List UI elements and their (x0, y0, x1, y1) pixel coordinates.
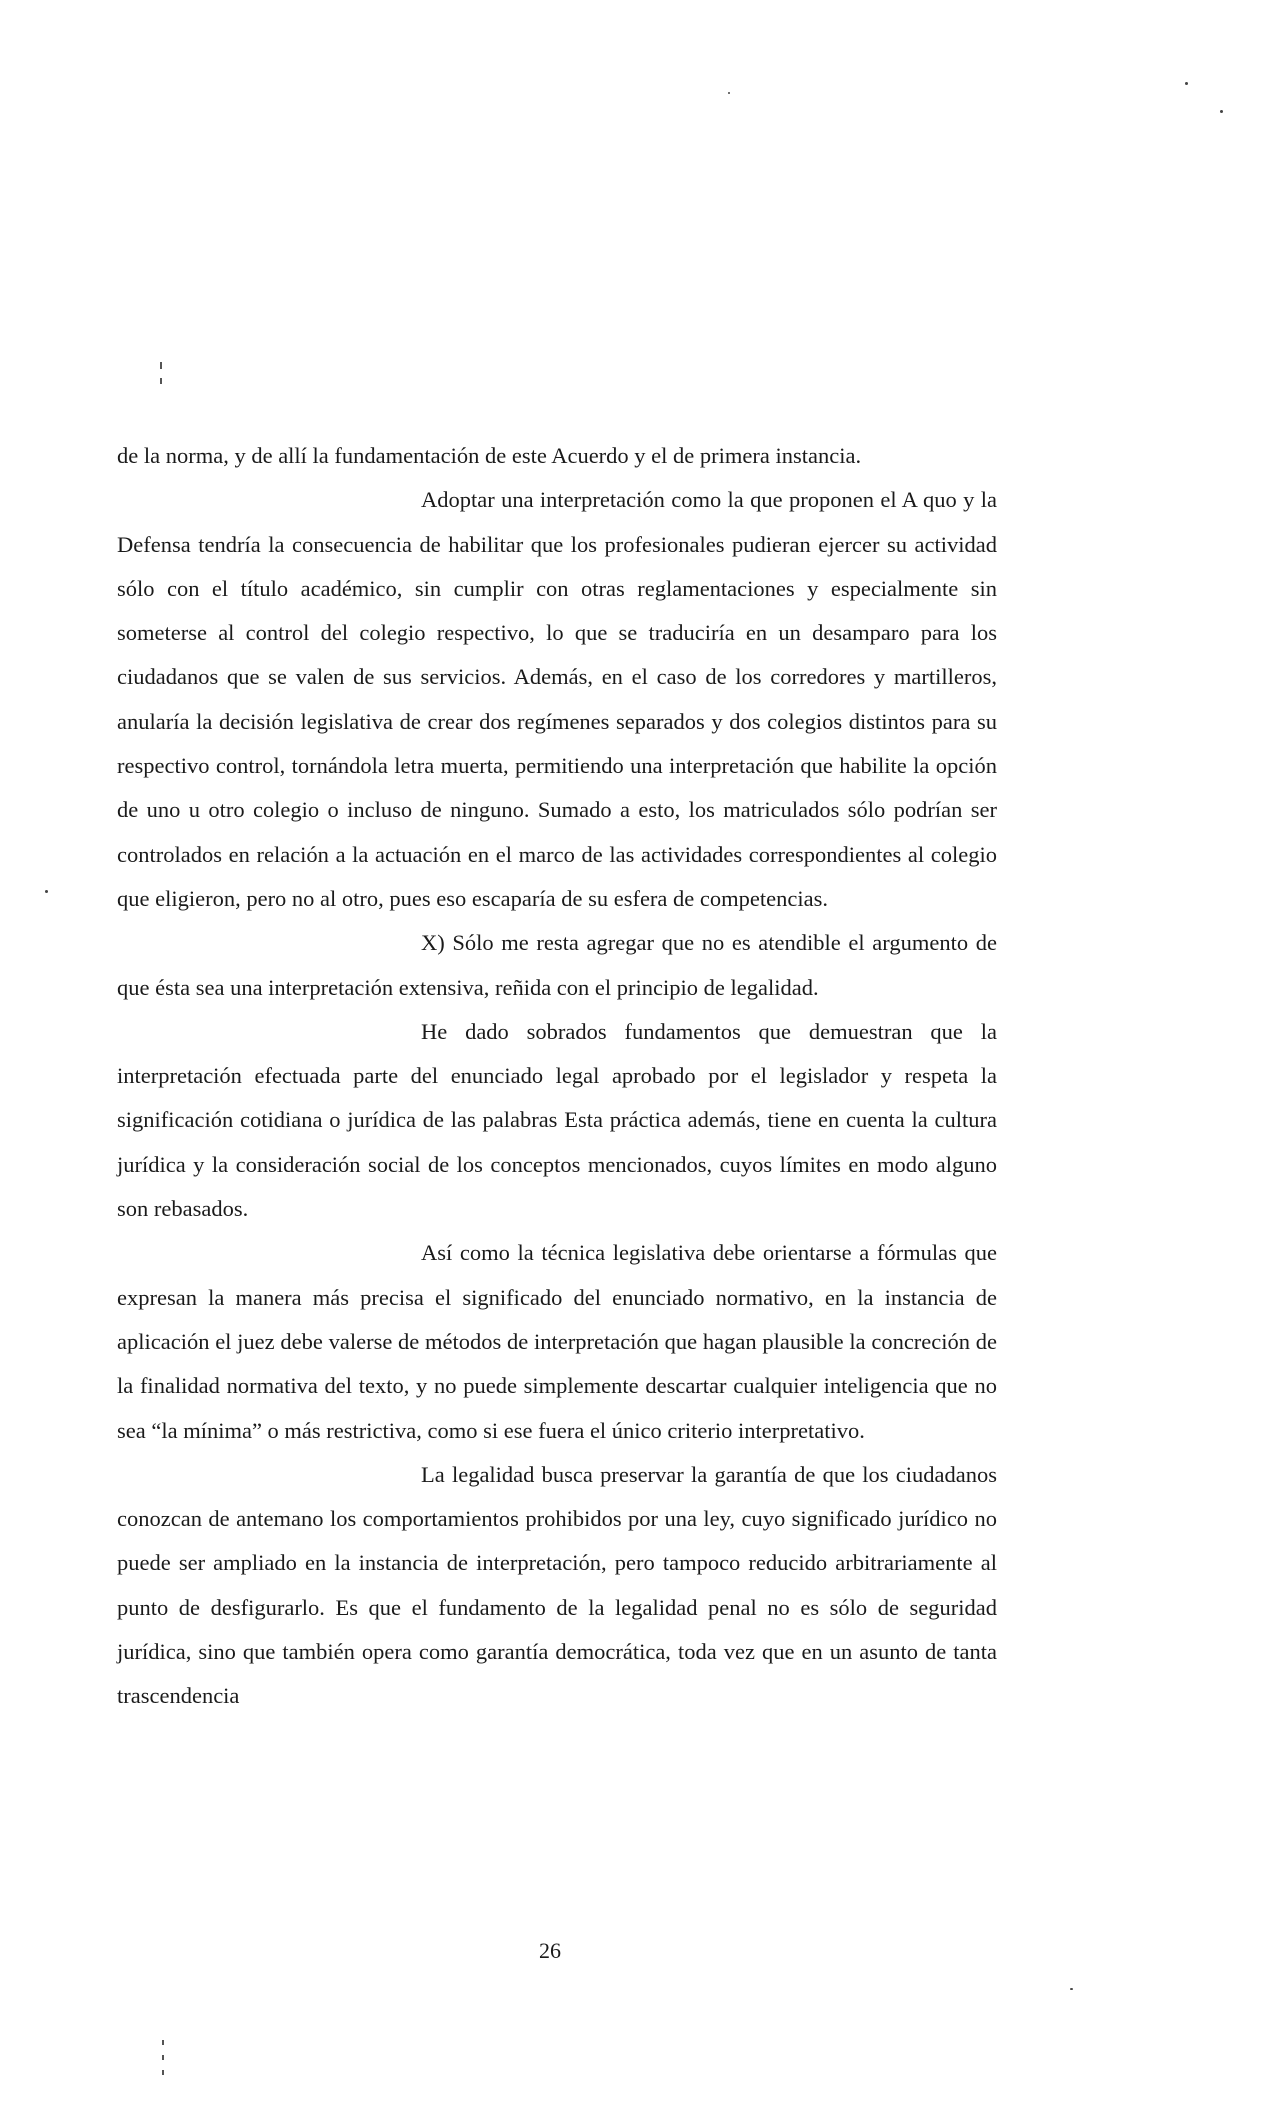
paragraph: Así como la técnica legislativa debe orientarse a fórmulas que expresan la manera más precisa el significado del enunciado normativo, en la instancia de aplicación el juez debe valerse de métodos de interpretación que hagan plausible la concreción de la finalidad normativa del texto, y no puede simplemente descartar cualquier inteligencia que no sea “la mínima” o más restrictiva, como si ese fuera el único criterio interpretativo. (117, 1240, 997, 1443)
paragraph: X) Sólo me resta agregar que no es atendible el argumento de que ésta sea una interpretación extensiva, reñida con el principio de legalidad. (117, 930, 997, 1000)
scan-mark (160, 378, 162, 384)
scan-speck (1185, 82, 1188, 85)
paragraph: La legalidad busca preservar la garantía de que los ciudadanos conozcan de antemano los comportamientos prohibidos por una ley, cuyo significado jurídico no puede ser ampliado en la instancia de interpretación, pero tampoco reducido arbitrariamente al punto de desfigurarlo. Es que el fundamento de la legalidad penal no es sólo de seguridad jurídica, sino que también opera como garantía democrática, toda vez que en un asunto de tanta trascendencia (117, 1461, 997, 1709)
body-text (117, 434, 997, 1719)
scan-mark (160, 362, 162, 369)
paragraph: Adoptar una interpretación como la que proponen el A quo y la Defensa tendría la consecuencia de habilitar que los profesionales pudieran ejercer su actividad sólo con el título académico, sin cumplir con otras reglamentaciones y especialmente sin someterse al control del colegio respectivo, lo que se traduciría en un desamparo para los ciudadanos que se valen de sus servicios. Además, en el caso de los corredores y martilleros, anularía la decisión legislativa de crear dos regímenes separados y dos colegios distintos para su respectivo control, tornándola letra muerta, permitiendo una interpretación que habilite la opción de uno u otro colegio o incluso de ninguno. Sumado a esto, los matriculados sólo podrían ser controlados en relación a la actuación en el marco de las actividades correspondientes al colegio que eligieron, pero no al otro, pues eso escaparía de su esfera de competencias. (117, 487, 997, 911)
scan-mark (162, 2040, 164, 2045)
scan-speck (1220, 110, 1223, 113)
scan-mark (162, 2055, 164, 2060)
page-number: 26 (539, 1938, 561, 1963)
scan-mark (162, 2070, 164, 2075)
scan-speck (728, 92, 730, 94)
scan-speck (1070, 1988, 1073, 1990)
paragraph: He dado sobrados fundamentos que demuestran que la interpretación efectuada parte del enunciado legal aprobado por el legislador y respeta la significación cotidiana o jurídica de las palabras Esta práctica además, tiene en cuenta la cultura jurídica y la consideración social de los conceptos mencionados, cuyos límites en modo alguno son rebasados. (117, 1018, 997, 1222)
paragraph: de la norma, y de allí la fundamentación de este Acuerdo y el de primera instancia. (117, 443, 862, 468)
scan-speck (45, 890, 48, 893)
